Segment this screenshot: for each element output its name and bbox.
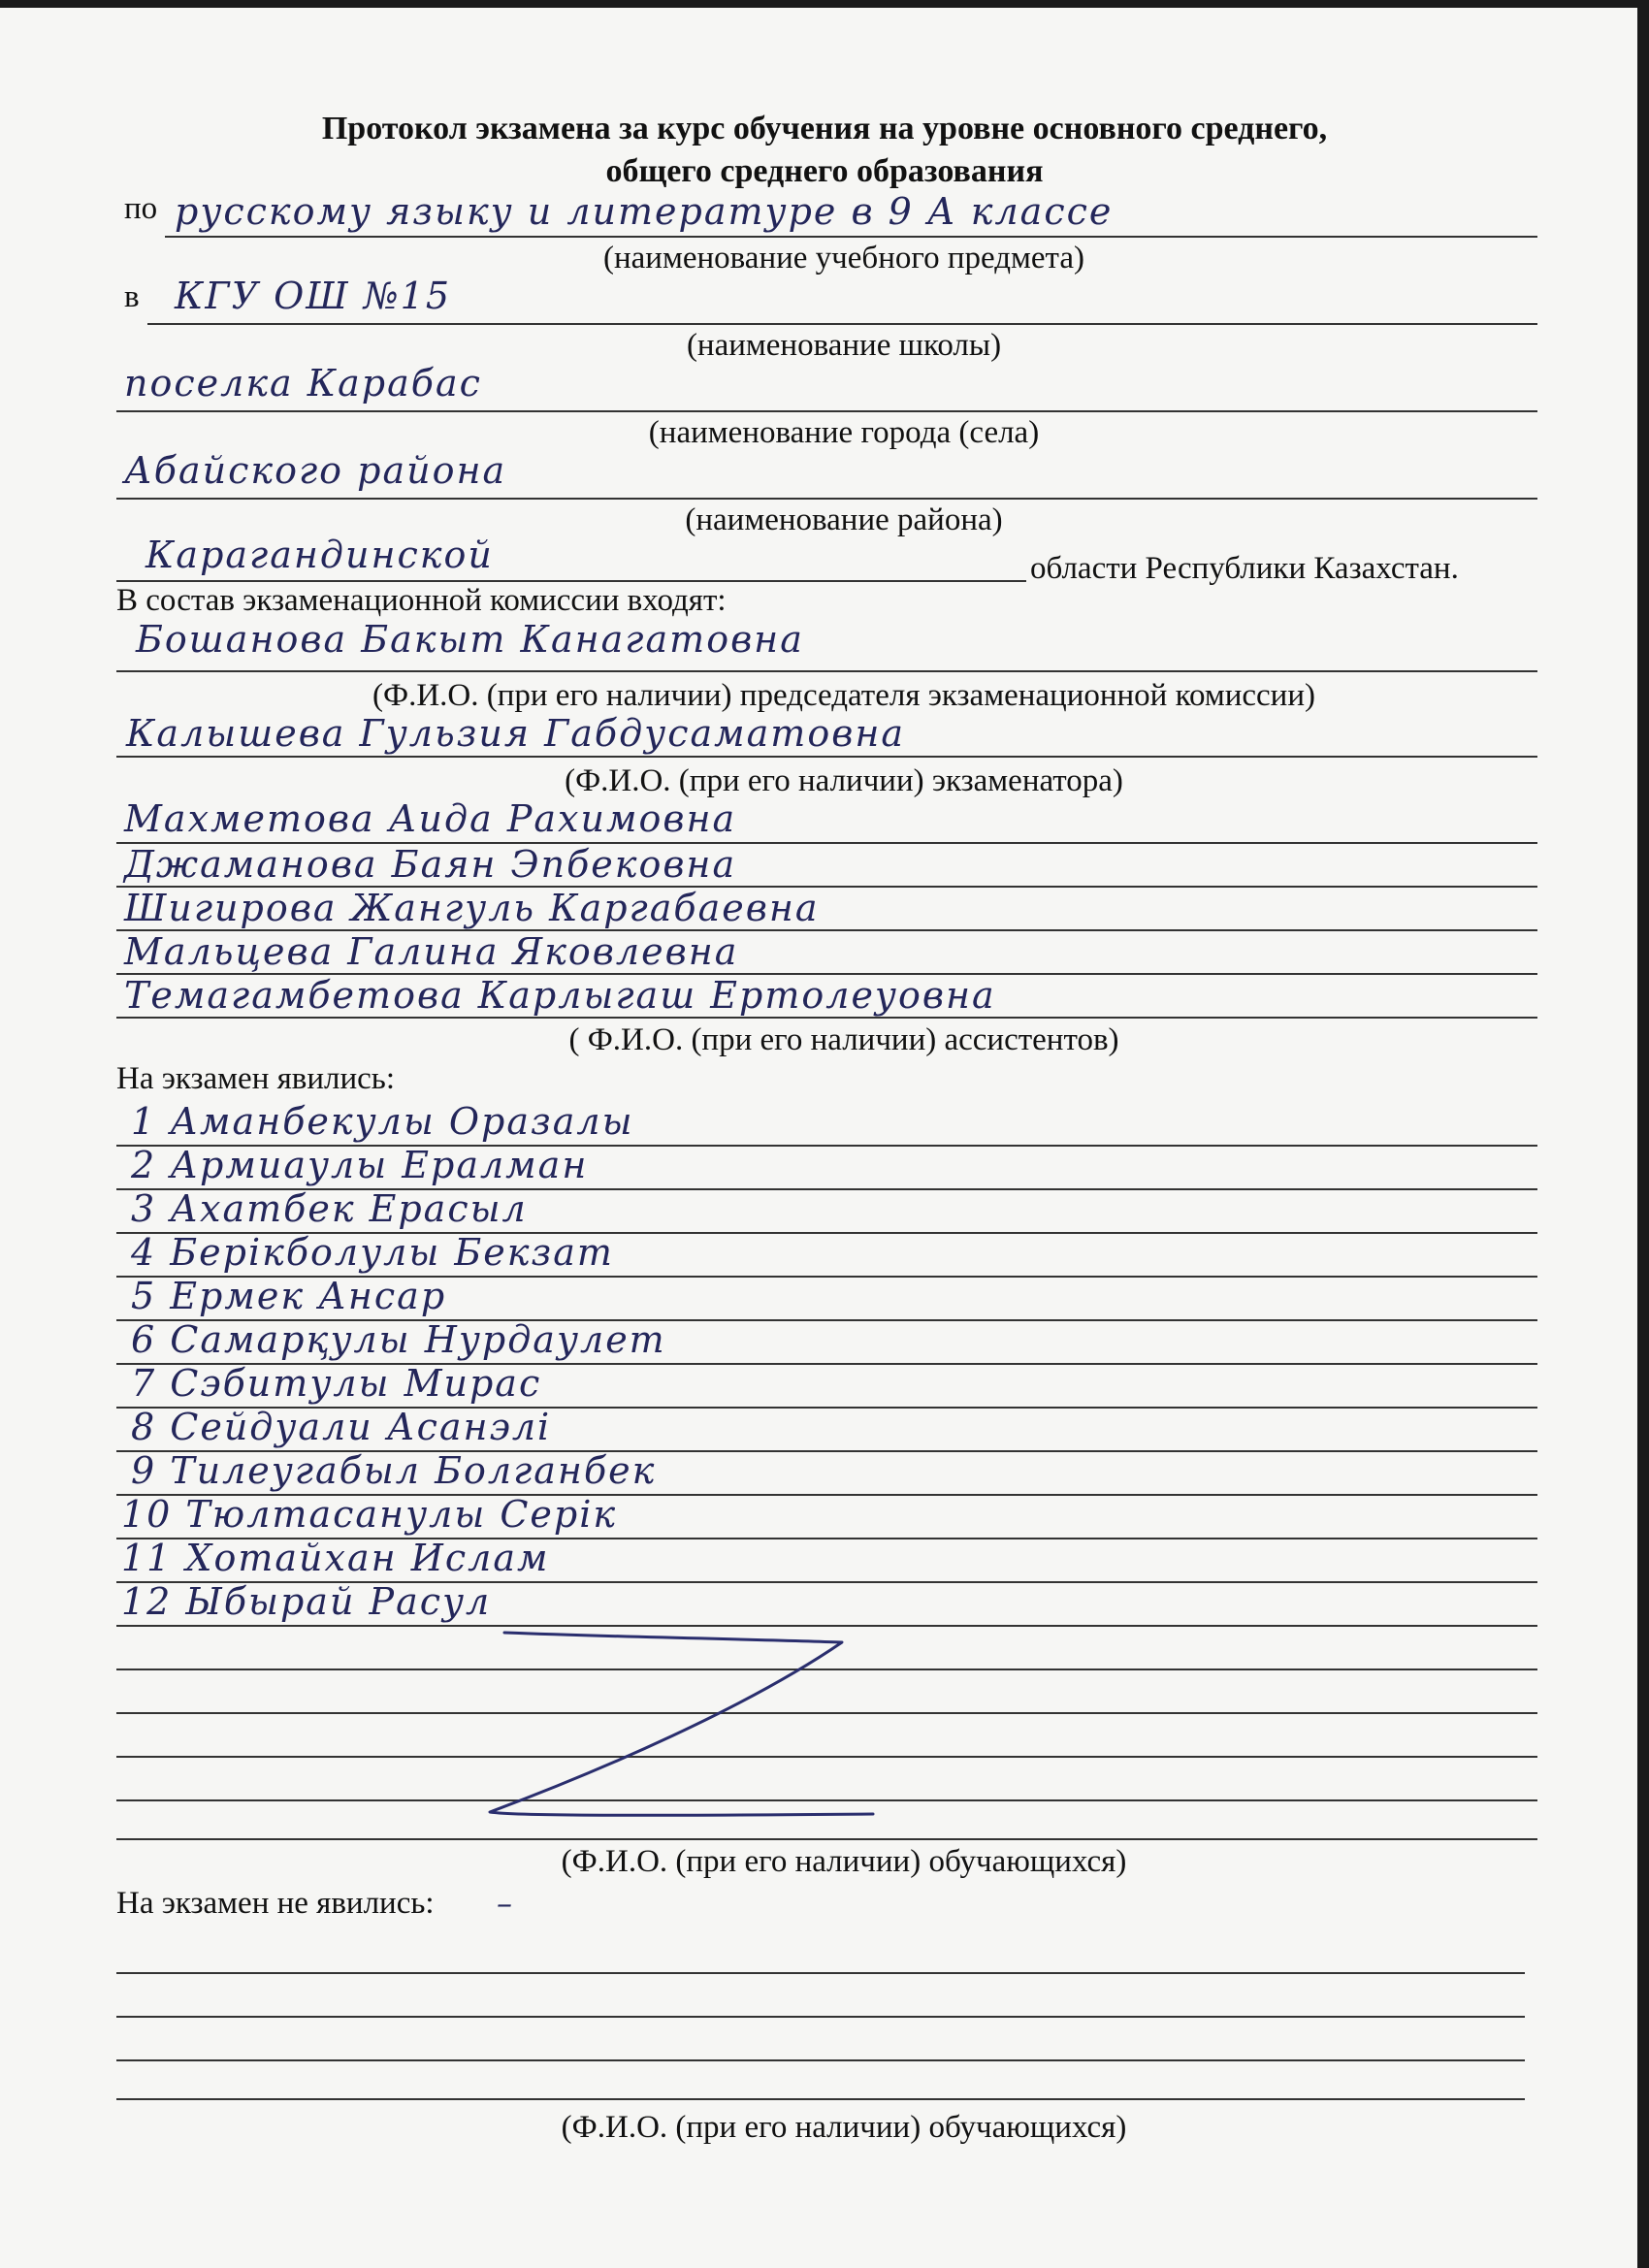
student-1: 1 Аманбекулы Оразалы (131, 1100, 634, 1143)
student-10: 10 Тюлтасанулы Серік (121, 1493, 618, 1536)
region-handwritten: Карагандинской (146, 534, 494, 576)
subject-prefix: по (124, 191, 158, 226)
absent-line-4 (116, 2098, 1525, 2100)
student-3: 3 Ахатбек Ерасыл (131, 1187, 528, 1230)
student-8: 8 Сейдуали Асанэлі (131, 1406, 552, 1448)
town-handwritten: поселка Карабас (124, 362, 482, 405)
chairman-handwritten: Бошанова Бакыт Канагатовна (136, 618, 804, 661)
student-6: 6 Самарқулы Нурдаулет (131, 1318, 666, 1361)
subject-caption: (наименование учебного предмета) (603, 241, 1084, 275)
absent-caption: (Ф.И.О. (при его наличии) обучающихся) (561, 2110, 1127, 2145)
district-caption: (наименование района) (685, 502, 1003, 537)
commission-intro: В состав экзаменационной комиссии входят: (116, 583, 727, 618)
student-2: 2 Армиаулы Ералман (131, 1144, 589, 1186)
chairman-caption: (Ф.И.О. (при его наличии) председателя экзаменационной комиссии) (372, 678, 1315, 713)
student-5: 5 Ермек Ансар (131, 1275, 447, 1317)
assistant-2-handwritten: Джаманова Баян Эпбековна (124, 843, 737, 886)
absent-intro: На экзамен не явились: (116, 1886, 435, 1921)
school-prefix: в (124, 279, 140, 314)
school-handwritten: КГУ ОШ №15 (175, 275, 452, 317)
absent-line-1 (116, 1972, 1525, 1974)
subject-handwritten: русскому языку и литературе в 9 А классе (175, 190, 1114, 233)
student-9: 9 Тилеугабыл Болганбек (131, 1449, 657, 1492)
district-handwritten: Абайского района (124, 449, 507, 492)
absent-line-2 (116, 2016, 1525, 2018)
attended-intro: На экзамен явились: (116, 1061, 396, 1096)
assistant-1-handwritten: Махметова Аида Рахимовна (124, 797, 737, 840)
student-4: 4 Берікболулы Бекзат (131, 1231, 614, 1274)
assistant-3-handwritten: Шигирова Жангуль Каргабаевна (124, 887, 820, 929)
document-title-line-1: Протокол экзамена за курс обучения на уровне основного среднего, (321, 111, 1328, 146)
attended-caption: (Ф.И.О. (при его наличии) обучающихся) (561, 1844, 1127, 1879)
assistant-5-handwritten: Темагамбетова Карлыгаш Ертолеуовна (124, 974, 996, 1017)
absent-line-3 (116, 2059, 1525, 2061)
student-12: 12 Ыбырай Расул (121, 1580, 492, 1623)
document-title-line-2: общего среднего образования (605, 153, 1044, 189)
region-suffix: области Республики Казахстан. (1030, 551, 1459, 586)
school-caption: (наименование школы) (686, 328, 1002, 363)
examiner-handwritten: Калышева Гульзия Габдусаматовна (126, 712, 906, 755)
assistant-4-handwritten: Мальцева Галина Яковлевна (124, 930, 739, 973)
student-7: 7 Сэбитулы Мирас (131, 1362, 542, 1405)
assistants-caption: ( Ф.И.О. (при его наличии) ассистентов) (568, 1022, 1119, 1057)
town-caption: (наименование города (села) (648, 415, 1040, 450)
examiner-caption: (Ф.И.О. (при его наличии) экзаменатора) (565, 763, 1123, 798)
absent-dash: – (497, 1885, 514, 1922)
student-11: 11 Хотайхан Ислам (121, 1537, 550, 1579)
